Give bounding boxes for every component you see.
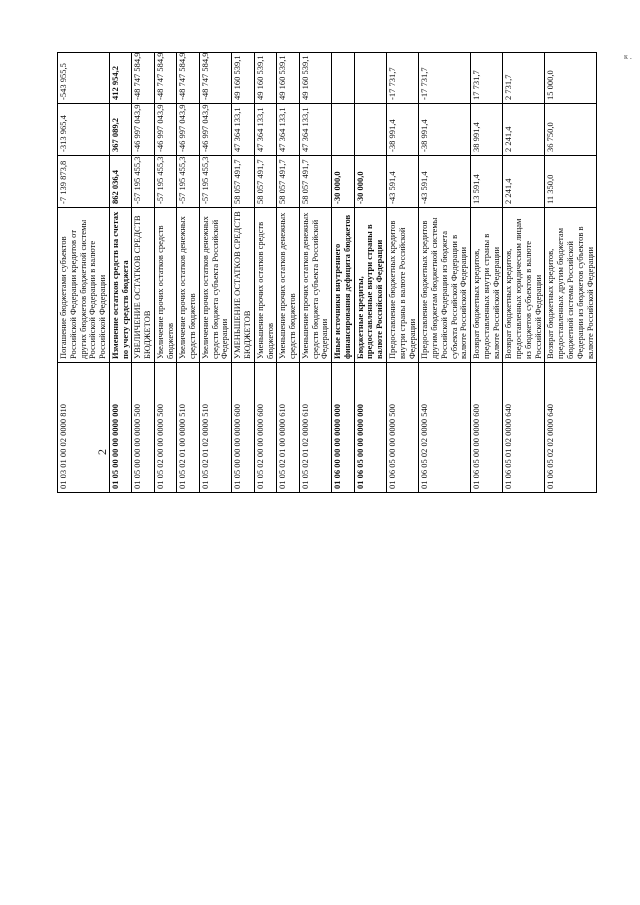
value-year1-cell: -30 000,0 (354, 156, 386, 208)
value-year2-cell: 47 364 133,1 (254, 104, 277, 156)
value-year1-cell: 13 591,4 (471, 156, 503, 208)
value-year3-cell: -48 747 584,9 (132, 53, 155, 104)
row-name-cell: Увеличение прочих остатков денежных средств бюджета субъекта Российской Федерации (199, 208, 231, 363)
row-name-cell: Предоставление бюджетных кредитов внутри страны в валюте Российской Федерации (386, 208, 418, 363)
budget-code-cell: 01 06 05 00 00 0000 000 (354, 363, 386, 493)
value-year2-cell (354, 104, 386, 156)
value-year2-cell: 367 089,2 (109, 104, 132, 156)
value-year2-cell: 47 364 133,1 (232, 104, 255, 156)
value-year1-cell: -7 139 873,8 (58, 156, 110, 208)
table-row (354, 53, 386, 493)
budget-code-cell: 01 06 05 00 00 0000 500 (386, 363, 418, 493)
table-row (232, 53, 255, 493)
table-row (277, 53, 300, 493)
row-name-cell: Бюджетные кредиты, предоставленные внутри страны в валюте Российской Федерации (354, 208, 386, 363)
value-year2-cell: -46 997 043,9 (132, 104, 155, 156)
row-name-cell: Иные источники внутреннего финансирования дефицита бюджетов (332, 208, 355, 363)
value-year1-cell: 58 057 491,7 (232, 156, 255, 208)
table-row (109, 53, 132, 493)
budget-code-cell: 01 05 02 01 00 0000 510 (177, 363, 200, 493)
table-row (545, 53, 597, 493)
budget-code-cell: 01 06 05 00 00 0000 600 (471, 363, 503, 493)
value-year3-cell: -17 731,7 (386, 53, 418, 104)
rotated-document-body (57, 53, 597, 493)
value-year1-cell: -57 195 455,3 (199, 156, 231, 208)
budget-code-cell: 01 05 02 01 02 0000 610 (299, 363, 331, 493)
row-name-cell: УМЕНЬШЕНИЕ ОСТАТКОВ СРЕДСТВ БЮДЖЕТОВ (232, 208, 255, 363)
value-year1-cell: -57 195 455,3 (177, 156, 200, 208)
table-row (419, 53, 471, 493)
table-row (154, 53, 177, 493)
value-year2-cell: -38 991,4 (386, 104, 418, 156)
value-year2-cell: 2 241,4 (503, 104, 545, 156)
value-year2-cell: 47 364 133,1 (277, 104, 300, 156)
value-year1-cell: -43 591,4 (419, 156, 471, 208)
budget-code-cell: 01 03 01 00 02 0000 810 (58, 363, 110, 493)
row-name-cell: Возврат бюджетных кредитов, предоставленных внутри страны в валюте Российской Федерации (471, 208, 503, 363)
row-name-cell: Уменьшение прочих остатков денежных средств бюджетов (277, 208, 300, 363)
table-row (58, 53, 110, 493)
value-year3-cell: -17 731,7 (419, 53, 471, 104)
table-row (471, 53, 503, 493)
value-year3-cell: 49 160 539,1 (277, 53, 300, 104)
table-row (386, 53, 418, 493)
value-year3-cell: 49 160 539,1 (299, 53, 331, 104)
corner-mark: к . (624, 52, 632, 61)
value-year2-cell: -46 997 043,9 (177, 104, 200, 156)
budget-sources-table (57, 52, 597, 493)
table-row (254, 53, 277, 493)
value-year3-cell: -48 747 584,9 (199, 53, 231, 104)
budget-code-cell: 01 06 05 02 02 0000 640 (545, 363, 597, 493)
budget-code-cell: 01 05 02 00 00 0000 600 (254, 363, 277, 493)
value-year1-cell: -57 195 455,3 (154, 156, 177, 208)
row-name-cell: УВЕЛИЧЕНИЕ ОСТАТКОВ СРЕДСТВ БЮДЖЕТОВ (132, 208, 155, 363)
table-row (299, 53, 331, 493)
budget-code-cell: 01 05 00 00 00 0000 500 (132, 363, 155, 493)
table-row (199, 53, 231, 493)
value-year2-cell: 36 750,0 (545, 104, 597, 156)
row-name-cell: Возврат бюджетных кредитов, предоставленных юридическим лицам из бюджетов субъектов в валюте Российской Федерации (503, 208, 545, 363)
value-year3-cell: 49 160 539,1 (232, 53, 255, 104)
value-year3-cell: -543 955,5 (58, 53, 110, 104)
value-year1-cell: 58 057 491,7 (277, 156, 300, 208)
page-number: 2 (95, 449, 109, 455)
value-year3-cell: -48 747 584,9 (177, 53, 200, 104)
row-name-cell: Изменение остатков средств на счетах по учету средств бюджета (109, 208, 132, 363)
budget-code-cell: 01 06 05 02 02 0000 540 (419, 363, 471, 493)
value-year1-cell: -57 195 455,3 (132, 156, 155, 208)
budget-code-cell: 01 05 02 01 02 0000 510 (199, 363, 231, 493)
table-row (132, 53, 155, 493)
value-year1-cell: -30 000,0 (332, 156, 355, 208)
budget-code-cell: 01 05 02 00 00 0000 500 (154, 363, 177, 493)
value-year1-cell: 58 057 491,7 (254, 156, 277, 208)
row-name-cell: Уменьшение прочих остатков денежных средств бюджета субъекта Российской Федерации (299, 208, 331, 363)
budget-code-cell: 01 05 00 00 00 0000 000 (109, 363, 132, 493)
value-year2-cell: 38 991,4 (471, 104, 503, 156)
budget-code-cell: 01 05 00 00 00 0000 600 (232, 363, 255, 493)
value-year1-cell: -43 591,4 (386, 156, 418, 208)
value-year2-cell: -46 997 043,9 (199, 104, 231, 156)
value-year3-cell: 15 000,0 (545, 53, 597, 104)
budget-code-cell: 01 06 05 01 02 0000 640 (503, 363, 545, 493)
table-row (177, 53, 200, 493)
value-year2-cell: -313 965,4 (58, 104, 110, 156)
value-year3-cell: 17 731,7 (471, 53, 503, 104)
row-name-cell: Уменьшение прочих остатков средств бюджетов (254, 208, 277, 363)
value-year1-cell: 58 057 491,7 (299, 156, 331, 208)
row-name-cell: Предоставление бюджетных кредитов другим бюджетам бюджетной системы Российской Федерации из бюджета субъекта Российской Федерации в валюте Российской Федерации (419, 208, 471, 363)
budget-code-cell: 01 06 00 00 00 0000 000 (332, 363, 355, 493)
row-name-cell: Погашение бюджетами субъектов Российской Федерации кредитов от других бюджетов бюджетной системы Российской Федерации в валюте Российской Федерации (58, 208, 110, 363)
row-name-cell: Увеличение прочих остатков средств бюджетов (154, 208, 177, 363)
value-year1-cell: 2 241,4 (503, 156, 545, 208)
value-year3-cell: 2 731,7 (503, 53, 545, 104)
value-year3-cell (332, 53, 355, 104)
table-row (503, 53, 545, 493)
value-year2-cell: 47 364 133,1 (299, 104, 331, 156)
value-year2-cell: -38 991,4 (419, 104, 471, 156)
value-year1-cell: 862 036,4 (109, 156, 132, 208)
table-row (332, 53, 355, 493)
budget-code-cell: 01 05 02 01 00 0000 610 (277, 363, 300, 493)
value-year3-cell: 412 954,2 (109, 53, 132, 104)
row-name-cell: Возврат бюджетных кредитов, предоставленных другим бюджетам бюджетной системы Российской Федерации из бюджетов субъектов в валюте Российской Федерации (545, 208, 597, 363)
value-year3-cell (354, 53, 386, 104)
row-name-cell: Увеличение прочих остатков денежных средств бюджетов (177, 208, 200, 363)
value-year2-cell: -46 997 043,9 (154, 104, 177, 156)
value-year2-cell (332, 104, 355, 156)
value-year1-cell: 11 350,0 (545, 156, 597, 208)
value-year3-cell: -48 747 584,9 (154, 53, 177, 104)
value-year3-cell: 49 160 539,1 (254, 53, 277, 104)
